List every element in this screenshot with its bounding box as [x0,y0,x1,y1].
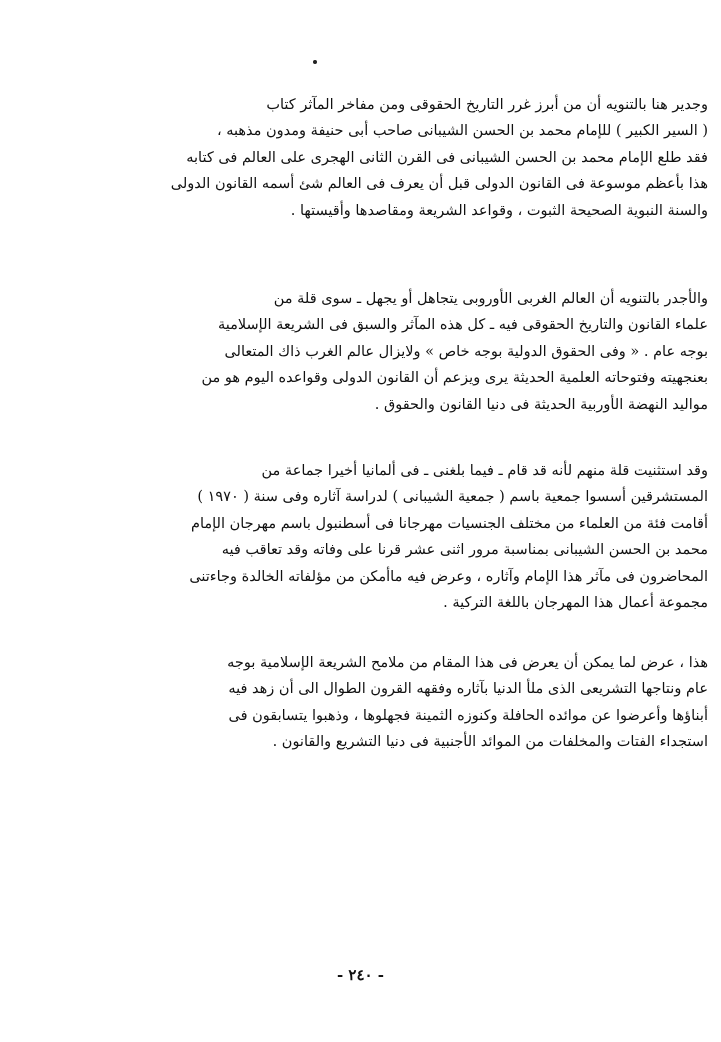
paragraph-1-line-3: فقد طلع الإمام محمد بن الحسن الشيبانى فى القرن الثانى الهجرى على العالم فى كتابه [186,149,708,166]
paragraph-4-line-3: أبناؤها وأعرضوا عن موائده الحافلة وكنوزه الثمينة فجهلوها ، وذهبوا يتسابقون فى [228,707,708,724]
paragraph-2-line-5: مواليد النهضة الأوربية الحديثة فى دنيا القانون والحقوق . [374,396,708,413]
paragraph-1-line-4: هذا بأعظم موسوعة فى القانون الدولى قبل أن يعرف فى العالم شئ أسمه القانون الدولى [170,176,708,193]
paragraph-3-line-3: أقامت فئة من العلماء من مختلف الجنسيات مهرجانا فى أسطنبول باسم مهرجان الإمام [190,515,708,532]
paragraph-2 [70,286,708,418]
paragraph-2-line-2: علماء القانون والتاريخ الحقوقى فيه ـ كل هذه المآثر والسبق فى الشريعة الإسلامية [217,317,708,334]
paragraph-2-line-4: بعنجهيته وفتوحاته العلمية الحديثة يرى ويزعم أن القانون الدولى وقواعده اليوم هو من [201,370,708,387]
paragraph-3-line-1: وقد استثنيت قلة منهم لأنه قد قام ـ فيما بلغنى ـ فى ألمانيا أخيرا جماعة من [261,463,708,479]
paragraph-3 [70,458,708,616]
paragraph-1-line-1: وجدير هنا بالتنويه أن من أبرز غرر التاريخ الحقوقى ومن مفاخر المآثر كتاب [266,97,708,113]
scan-dot-mark [313,60,317,64]
paragraph-4 [70,650,708,756]
paragraph-3-line-2: المستشرقين أسسوا جمعية باسم ( جمعية الشيبانى ) لدراسة آثاره وفى سنة ( ١٩٧٠ ) [197,489,708,506]
paragraph-1 [70,92,708,224]
page-number: - ٢٤٠ - [336,966,385,984]
paragraph-3-line-6: مجموعة أعمال هذا المهرجان باللغة التركية . [443,595,708,612]
paragraph-4-line-4: استجداء الفتات والمخلفات من الموائد الأجنبية فى دنيا التشريع والقانون . [272,734,708,751]
paragraph-1-line-2: ( السير الكبير ) للإمام محمد بن الحسن الشيبانى صاحب أبى حنيفة ومدون مذهبه ، [216,123,708,140]
paragraph-3-line-4: محمد بن الحسن الشيبانى بمناسبة مرور اثنى عشر قرنا على وفاته وقد تعاقب فيه [221,542,708,559]
paragraph-4-line-2: عام ونتاجها التشريعى الذى ملأ الدنيا بآثاره وفقهه القرون الطوال الى أن زهد فيه [228,681,708,698]
paragraph-2-line-1: والأجدر بالتنويه أن العالم الغربى الأوروبى يتجاهل أو يجهل ـ سوى قلة من [273,291,708,307]
paragraph-3-line-5: المحاضرون فى مآثر هذا الإمام وآثاره ، وعرض فيه ماأمكن من مؤلفاته الخالدة وجاءتنى [189,568,708,585]
paragraph-2-line-3: بوجه عام . « وفى الحقوق الدولية بوجه خاص » ولايزال عالم الغرب ذاك المتعالى [224,343,708,360]
paragraph-1-line-5: والسنة النبوية الصحيحة الثبوت ، وقواعد الشريعة ومقاصدها وأقيستها . [290,202,708,219]
paragraph-4-line-1: هذا ، عرض لما يمكن أن يعرض فى هذا المقام من ملامح الشريعة الإسلامية بوجه [227,655,708,671]
